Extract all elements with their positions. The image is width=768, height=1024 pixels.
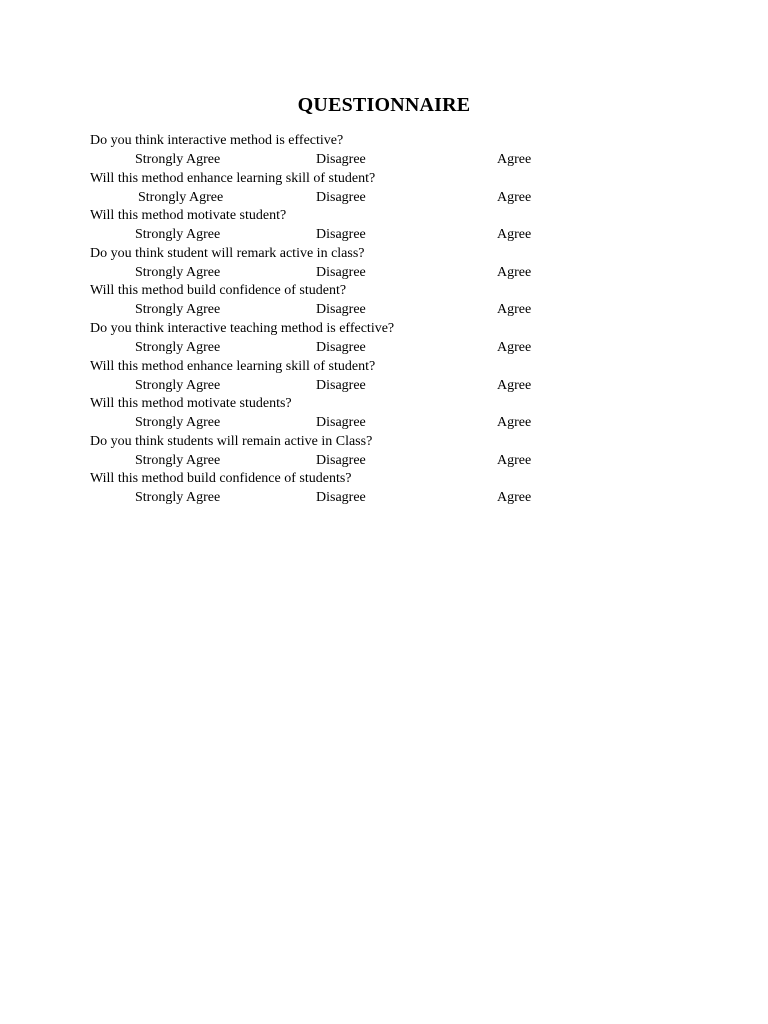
option-agree: Agree (497, 302, 532, 318)
question-item (90, 245, 610, 283)
option-agree: Agree (497, 452, 532, 468)
option-disagree: Disagree (316, 264, 366, 280)
option-disagree: Disagree (316, 302, 366, 318)
option-disagree: Disagree (316, 490, 366, 506)
option-agree: Agree (497, 377, 532, 393)
option-strongly-agree: Strongly Agree (135, 339, 221, 355)
option-strongly-agree: Strongly Agree (135, 415, 221, 431)
question-text: Will this method build confidence of student? (90, 283, 347, 299)
answer-options (90, 488, 610, 507)
option-strongly-agree: Strongly Agree (135, 452, 221, 468)
option-disagree: Disagree (316, 452, 366, 468)
option-agree: Agree (497, 189, 532, 205)
option-agree: Agree (497, 227, 532, 243)
question-text: Do you think interactive teaching method is effective? (90, 320, 395, 336)
answer-options (90, 413, 610, 432)
option-disagree: Disagree (316, 339, 366, 355)
question-text: Will this method motivate students? (90, 396, 292, 412)
question-item (90, 170, 610, 208)
question-list (90, 132, 610, 508)
question-item (90, 433, 610, 471)
question-item (90, 207, 610, 245)
question-item (90, 320, 610, 358)
option-strongly-agree: Strongly Agree (135, 227, 221, 243)
question-item (90, 395, 610, 433)
question-item (90, 132, 610, 170)
answer-options (90, 376, 610, 395)
page-title: QUESTIONNAIRE (297, 94, 471, 116)
option-disagree: Disagree (316, 377, 366, 393)
answer-options (90, 188, 610, 207)
option-disagree: Disagree (316, 227, 366, 243)
answer-options (90, 225, 610, 244)
question-text: Will this method enhance learning skill of student? (90, 358, 376, 374)
option-agree: Agree (497, 415, 532, 431)
option-strongly-agree: Strongly Agree (135, 377, 221, 393)
question-text: Do you think student will remark active in class? (90, 245, 365, 261)
answer-options (90, 451, 610, 470)
question-item (90, 358, 610, 396)
answer-options (90, 338, 610, 357)
option-agree: Agree (497, 264, 532, 280)
option-agree: Agree (497, 339, 532, 355)
option-strongly-agree: Strongly Agree (135, 490, 221, 506)
option-strongly-agree: Strongly Agree (135, 152, 221, 167)
option-disagree: Disagree (316, 189, 366, 205)
answer-options (90, 150, 610, 169)
option-strongly-agree: Strongly Agree (135, 302, 221, 318)
answer-options (90, 300, 610, 319)
answer-options (90, 263, 610, 282)
option-strongly-agree: Strongly Agree (135, 264, 221, 280)
question-text: Do you think interactive method is effective? (90, 133, 344, 148)
question-text: Will this method motivate student? (90, 208, 287, 224)
question-item (90, 282, 610, 320)
question-text: Do you think students will remain active in Class? (90, 433, 373, 449)
option-disagree: Disagree (316, 152, 366, 167)
option-strongly-agree: Strongly Agree (138, 189, 224, 205)
option-agree: Agree (497, 490, 532, 506)
option-agree: Agree (497, 152, 532, 167)
question-text: Will this method build confidence of students? (90, 471, 352, 487)
question-item (90, 470, 610, 508)
option-disagree: Disagree (316, 415, 366, 431)
question-text: Will this method enhance learning skill of student? (90, 170, 376, 186)
